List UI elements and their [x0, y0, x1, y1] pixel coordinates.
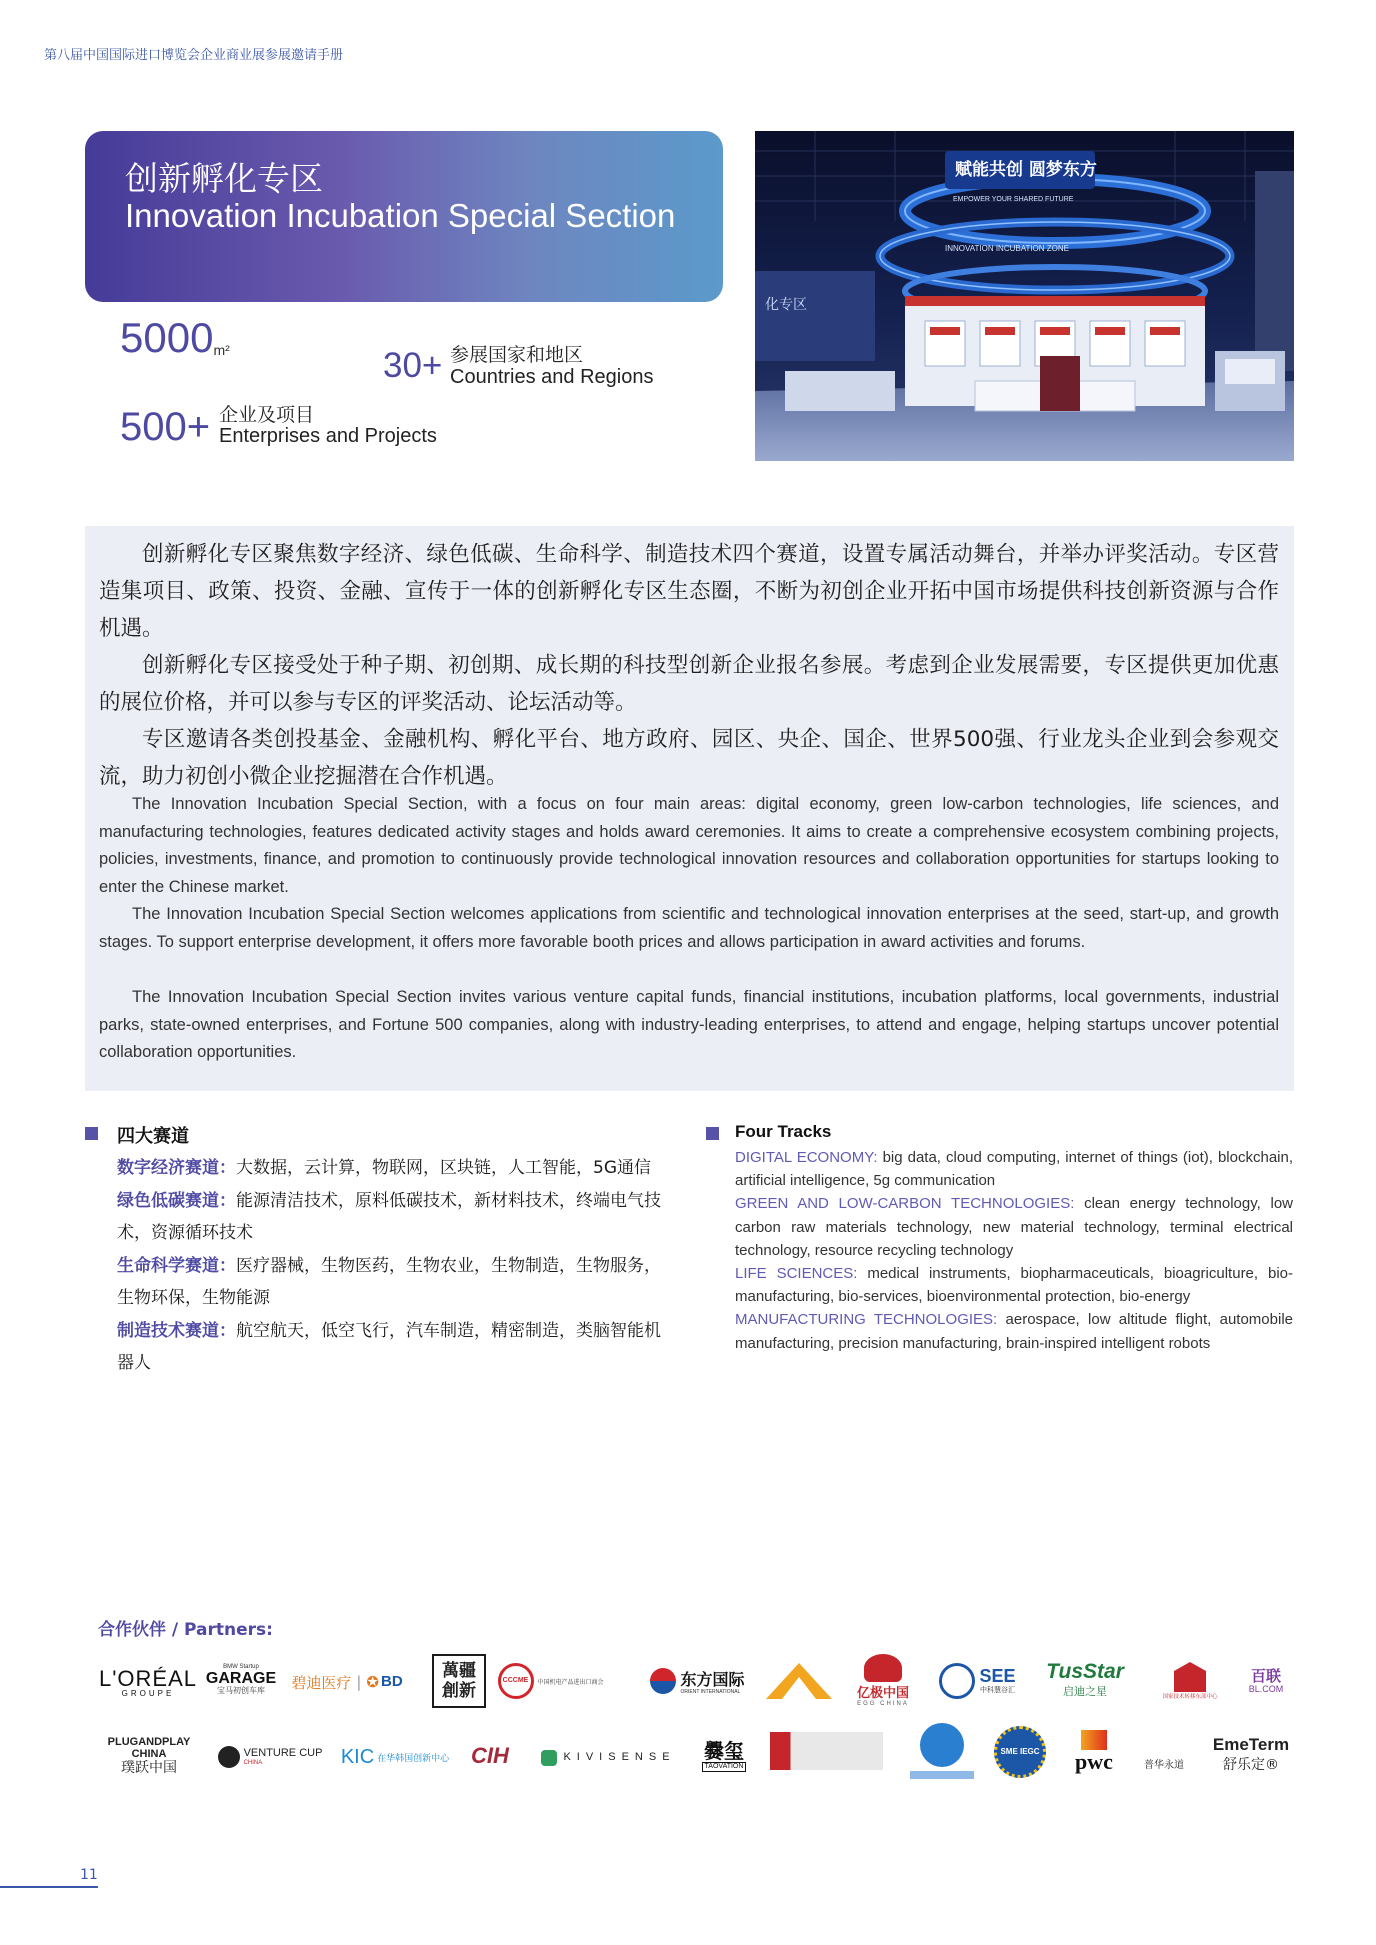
mountain-emblem-logo	[763, 1660, 835, 1702]
nttc-icon	[1174, 1662, 1206, 1692]
puhua-logo: 普华永道	[1144, 1759, 1184, 1771]
stat-countries-value: 30+	[383, 346, 443, 385]
see-icon	[939, 1663, 975, 1699]
stat-area-unit: m²	[213, 342, 230, 358]
track-text: medical instruments, biopharmaceuticals, bioagriculture, bio-manufacturing, bio-services, bioenvironmental protection, bio-energy	[735, 1265, 1293, 1306]
stat-countries-label-en: Countries and Regions	[450, 366, 654, 388]
emeterm-logo: EmeTerm 舒乐定®	[1212, 1735, 1290, 1773]
description-panel	[85, 526, 1294, 1091]
track-label: 数字经济赛道：	[117, 1158, 236, 1178]
stat-enterprises-value: 500+	[120, 405, 211, 449]
orient-icon	[650, 1668, 676, 1694]
bmw-garage-logo: BMW Startup GARAGE 宝马初创车库	[205, 1664, 277, 1696]
section-title-en: Innovation Incubation Special Section	[125, 197, 676, 234]
stat-enterprises-label-en: Enterprises and Projects	[219, 425, 437, 447]
track-text: 医疗器械，生物医药，生物农业，生物制造，生物服务，生物环保，生物能源	[117, 1255, 661, 1308]
kic-logo: KIC 在华韩国创新中心	[340, 1745, 450, 1768]
tracks-cn-list	[117, 1152, 669, 1380]
nttc-logo: 国家技术转移东部中心	[1150, 1655, 1230, 1707]
track-label: 制造技术赛道：	[117, 1320, 236, 1341]
track-text: 航空航天，低空飞行，汽车制造，精密制造，类脑智能机器人	[117, 1320, 661, 1373]
venture-cup-icon	[218, 1746, 240, 1768]
stat-countries-label-cn: 参展国家和地区	[450, 344, 584, 366]
track-item	[117, 1250, 669, 1315]
venture-cup-logo: VENTURE CUP CHINA	[215, 1740, 325, 1774]
track-label: 绿色低碳赛道：	[117, 1190, 236, 1211]
exhibition-photo	[755, 131, 1294, 461]
photo-sign-en: EMPOWER YOUR SHARED FUTURE	[953, 196, 1074, 203]
footer-rule	[0, 1886, 98, 1888]
cccme-logo: CCCME 中国机电产品进出口商会	[495, 1664, 620, 1698]
stat-area	[120, 314, 230, 362]
kivisense-icon	[541, 1750, 557, 1766]
description-en-paragraph: The Innovation Incubation Special Section, with a focus on four main areas: digital economy, green low-carbon technologies, life sciences, and manufacturing technologies, features dedicated activity stages and holds award ceremonies. It aims to create a comprehensive ecosystem combining projects, policies, investments, finance, and promotion to continuously provide technological innovation resources and collaboration opportunities for startups looking to enter the Chinese market.	[99, 795, 1279, 896]
bullet-square	[85, 1127, 98, 1140]
description-en-paragraph: The Innovation Incubation Special Section welcomes applications from scientific and technological innovation enterprises at the seed, start-up, and growth stages. To support enterprise development, it offers more favorable booth prices and allows participation in award activities and forums.	[99, 905, 1279, 951]
description-cn-paragraph: 创新孵化专区接受处于种子期、初创期、成长期的科技型创新企业报名参展。考虑到企业发展需要，专区提供更加优惠的展位价格，并可以参与专区的评奖活动、论坛活动等。	[99, 653, 1279, 715]
loreal-logo: L'ORÉAL GROUPE	[98, 1666, 198, 1699]
tracks-en-list	[735, 1146, 1293, 1355]
partners-title: 合作伙伴 / Partners:	[98, 1620, 273, 1640]
photo-wall-text: 化专区	[765, 297, 807, 313]
description-cn-paragraph: 专区邀请各类创投基金、金融机构、孵化平台、地方政府、园区、央企、国企、世界500强、行业龙头企业到会参观交流，助力初创小微企业挖掘潜在合作机遇。	[99, 727, 1279, 789]
partner-banner-logo	[770, 1732, 883, 1770]
cih-logo: CIH	[471, 1743, 509, 1769]
track-text: aerospace, low altitude flight, automobile manufacturing, precision manufacturing, brain-inspired intelligent robots	[735, 1311, 1293, 1352]
description-cn-paragraph: 创新孵化专区聚焦数字经济、绿色低碳、生命科学、制造技术四个赛道，设置专属活动舞台，并举办评奖活动。专区营造集项目、政策、投资、金融、宣传于一体的创新孵化专区生态圈，不断为初创企业开拓中国市场提供科技创新资源与合作机遇。	[99, 542, 1279, 641]
track-label: GREEN AND LOW-CARBON TECHNOLOGIES:	[735, 1195, 1075, 1213]
sme-iegc-logo: SME IEGC	[990, 1722, 1050, 1782]
track-item	[735, 1308, 1293, 1354]
wanjiang-logo: 萬疆 創新	[432, 1654, 486, 1708]
bd-logo: 碧迪医疗 | ✪ BD	[291, 1673, 403, 1692]
track-label: MANUFACTURING TECHNOLOGIES:	[735, 1311, 998, 1329]
track-item	[735, 1262, 1293, 1308]
egg-china-logo: 亿极中国 EGG CHINA	[848, 1650, 918, 1712]
stat-area-value: 5000	[120, 314, 214, 361]
egg-icon	[864, 1654, 902, 1682]
description-en-paragraph: The Innovation Incubation Special Section invites various venture capital funds, financial institutions, incubation platforms, local governments, industrial parks, state-owned enterprises, and Fortune 500 companies, along with industry-leading enterprises, to attend and engage, helping startups uncover potential collaboration opportunities.	[99, 988, 1279, 1061]
page-number: 11	[80, 1867, 98, 1883]
orient-international-logo: 东方国际 ORIENT INTERNATIONAL	[640, 1664, 755, 1698]
kivisense-logo: KIVISENSE	[536, 1744, 681, 1772]
photo-sign-cn: 赋能共创 圆梦东方	[955, 160, 1097, 180]
track-item	[117, 1185, 669, 1250]
track-item	[117, 1315, 669, 1380]
bd-icon: ✪	[366, 1673, 379, 1691]
stat-enterprises-label-cn: 企业及项目	[219, 404, 315, 426]
circle-emblem-logo	[900, 1718, 984, 1784]
track-label: 生命科学赛道：	[117, 1255, 236, 1276]
track-item	[117, 1152, 669, 1185]
track-text: 大数据，云计算，物联网，区块链，人工智能，5G通信	[236, 1158, 651, 1178]
tracks-en-title: Four Tracks	[735, 1122, 832, 1141]
taovation-logo: 爨玺 TAOVATION	[694, 1736, 754, 1776]
track-label: LIFE SCIENCES:	[735, 1265, 858, 1283]
plug-and-play-logo: PLUGANDPLAY CHINA 璞跃中国	[107, 1736, 191, 1776]
section-title-cn: 创新孵化专区	[125, 159, 323, 198]
bailian-logo: 百联 BL.COM	[1248, 1666, 1284, 1694]
tracks-cn-title: 四大赛道	[117, 1126, 189, 1147]
section-banner	[85, 131, 723, 302]
see-logo: SEE 中科慧谷汇	[930, 1664, 1025, 1698]
track-item	[735, 1192, 1293, 1262]
tusstar-logo: TusStar 启迪之星	[1046, 1659, 1124, 1699]
track-text: clean energy technology, low carbon raw materials technology, new material technology, terminal electrical technology, resource recycling technology	[735, 1195, 1293, 1259]
pwc-icon	[1081, 1730, 1107, 1750]
track-label: DIGITAL ECONOMY:	[735, 1149, 878, 1166]
track-text: big data, cloud computing, internet of things (iot), blockchain, artificial intelligence, 5g communication	[735, 1149, 1293, 1190]
bullet-square	[706, 1127, 719, 1140]
circle-emblem-icon	[920, 1723, 964, 1767]
photo-ring-text: INNOVATION INCUBATION ZONE	[945, 244, 1070, 253]
pwc-logo: pwc	[1062, 1724, 1126, 1780]
document-header-title: 第八届中国国际进口博览会企业商业展参展邀请手册	[44, 48, 344, 63]
track-item	[735, 1146, 1293, 1192]
track-text: 能源清洁技术，原料低碳技术，新材料技术，终端电气技术，资源循环技术	[117, 1190, 661, 1243]
